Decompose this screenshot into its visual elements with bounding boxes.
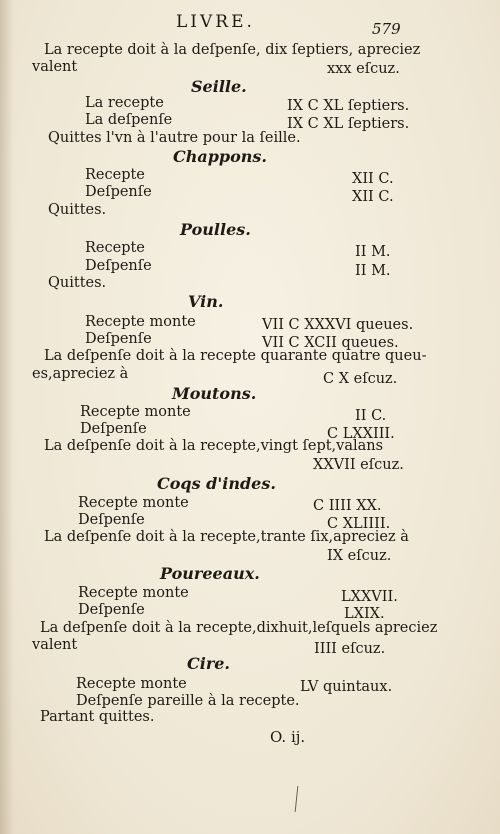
amount: II M. [355, 244, 391, 260]
section-heading: Poulles. [180, 220, 251, 239]
text-line: Deſpenſe [85, 258, 152, 274]
text-line: Deſpenſe pareille à la recepte. [76, 693, 300, 709]
amount: XII C. [352, 171, 394, 187]
text-line: La recepte [85, 95, 164, 111]
text-line: Recepte monte [78, 495, 189, 511]
text-line: Quittes l'vn à l'autre pour la ſeille. [48, 130, 301, 146]
text-line: Deſpenſe [80, 421, 147, 437]
amount: XXVII eſcuz. [313, 457, 404, 473]
text-line: Deſpenſe [78, 602, 145, 618]
text-line: Recepte monte [76, 676, 187, 692]
page-number: 579 [372, 20, 401, 38]
gutter-shadow [0, 0, 14, 834]
amount: VII C XXXVI queues. [262, 317, 414, 333]
ink-mark [295, 786, 299, 812]
text-line: Recepte [85, 240, 145, 256]
text-line: Deſpenſe [85, 331, 152, 347]
text-line: La deſpenſe doit à la recepte,vingt ſept,valans [44, 438, 384, 454]
amount: C XLIIII. [327, 516, 391, 532]
amount: VII C XCII queues. [262, 335, 399, 351]
text-line: valent [32, 637, 78, 653]
amount: IIII eſcuz. [314, 641, 386, 657]
signature-mark: O. ij. [270, 728, 306, 746]
amount: xxx eſcuz. [327, 61, 400, 77]
text-line: Recepte monte [80, 404, 191, 420]
amount: IX C XL ſeptiers. [287, 98, 410, 114]
section-heading: Poureeaux. [160, 564, 260, 583]
section-heading: Vin. [188, 292, 224, 311]
text-line: Quittes. [48, 275, 107, 291]
running-head: LIVRE. [176, 12, 255, 32]
amount: XII C. [352, 189, 394, 205]
text-line: Recepte monte [85, 314, 196, 330]
text-line: Deſpenſe [78, 512, 145, 528]
text-line: Partant quittes. [40, 709, 155, 725]
text-line: Deſpenſe [85, 184, 152, 200]
amount: LXIX. [344, 606, 385, 622]
amount: LXXVII. [341, 589, 398, 605]
amount: II C. [355, 408, 387, 424]
amount: II M. [355, 263, 391, 279]
text-line: La deſpenſe doit à la recepte,dixhuit,leſquels apreciez [40, 620, 438, 636]
amount: IX C XL ſeptiers. [287, 116, 410, 132]
section-heading: Moutons. [172, 384, 257, 403]
amount: C LXXIII. [327, 426, 395, 442]
text-line: Quittes. [48, 202, 107, 218]
section-heading: Seille. [191, 77, 247, 96]
amount: C X eſcuz. [323, 371, 398, 387]
amount: IX eſcuz. [327, 548, 392, 564]
section-heading: Chappons. [173, 147, 267, 166]
text-line: La deſpenſe doit à la recepte,trante ſix,apreciez à [44, 529, 409, 545]
amount: LV quintaux. [300, 679, 393, 695]
text-line: La deſpenſe [85, 112, 173, 128]
section-heading: Cire. [187, 654, 230, 673]
text-line: valent [32, 59, 78, 75]
text-line: es,apreciez à [32, 366, 129, 382]
text-line: La deſpenſe doit à la recepte quarante quatre queu- [44, 348, 427, 364]
text-line: Recepte [85, 167, 145, 183]
amount: C IIII XX. [313, 498, 382, 514]
text-line: La recepte doit à la deſpenſe, dix ſeptiers, apreciez [44, 42, 421, 58]
text-line: Recepte monte [78, 585, 189, 601]
section-heading: Coqs d'indes. [157, 474, 276, 493]
